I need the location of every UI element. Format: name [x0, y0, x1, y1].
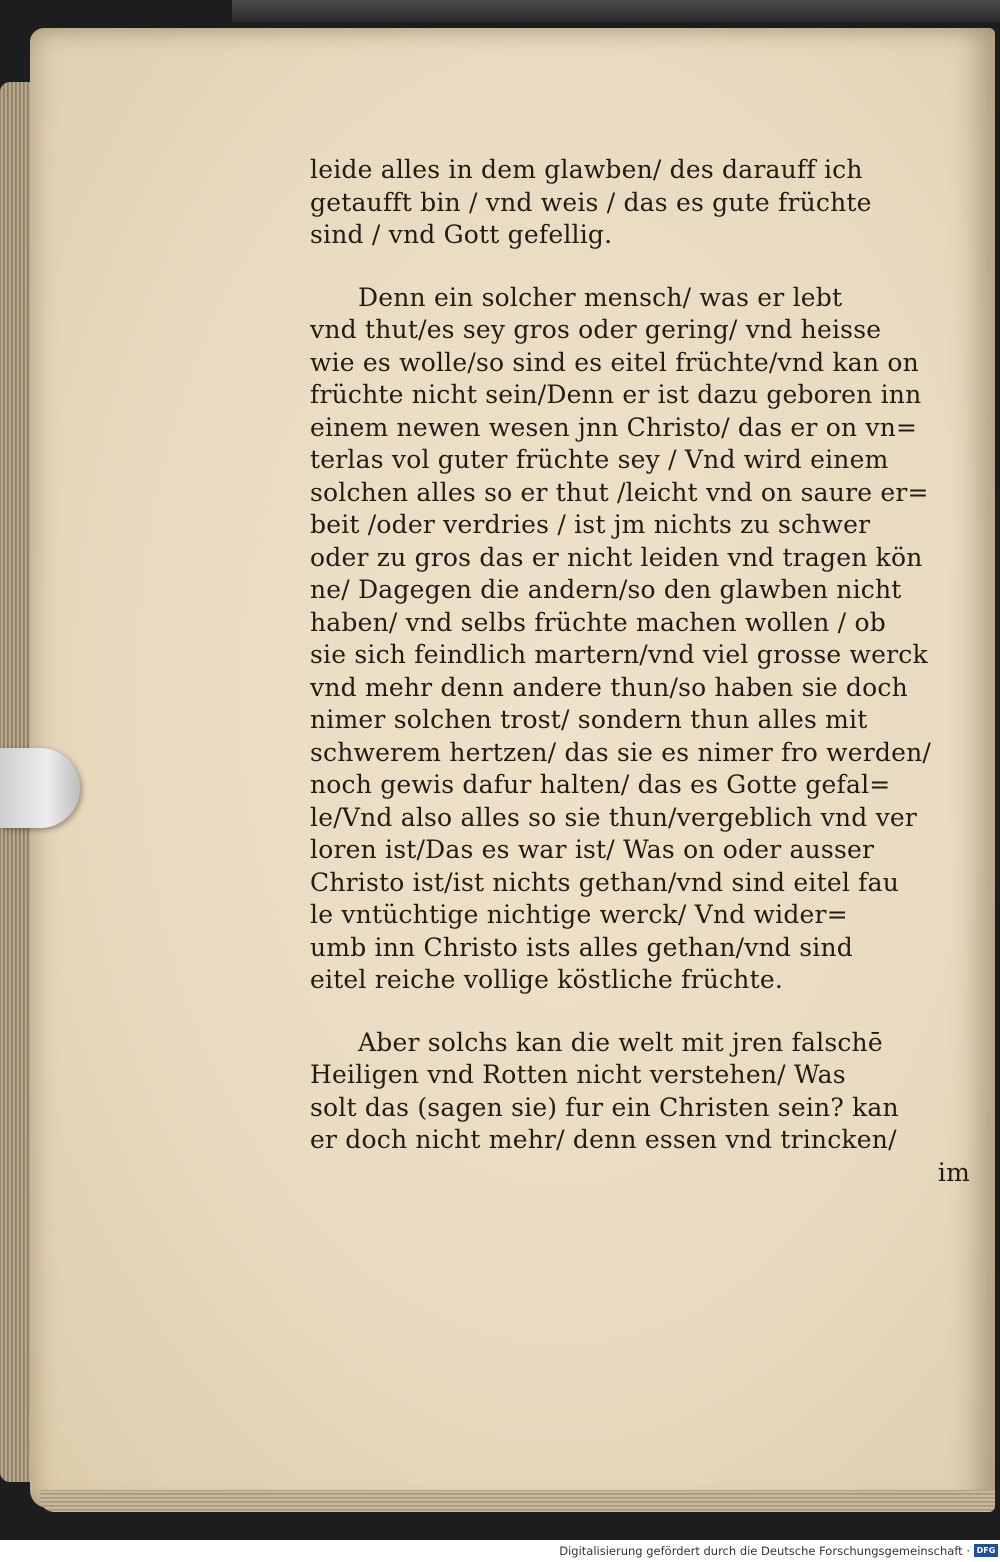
text-line: sind / vnd Gott gefellig.	[310, 220, 613, 249]
text-line: noch gewis dafur halten/ das es Gotte gefal=	[310, 770, 891, 799]
text-line: früchte nicht sein/Denn er ist dazu geboren inn	[310, 380, 922, 409]
text-line: Christo ist/ist nichts gethan/vnd sind eitel fau	[310, 867, 900, 897]
text-line: le/Vnd also alles so sie thun/vergeblich vnd ver	[310, 802, 918, 832]
text-line: Denn ein solcher mensch/ was er lebt	[358, 282, 843, 312]
text-line: solt das (sagen sie) fur ein Christen sein? kan	[310, 1092, 899, 1122]
text-line: sie sich feindlich martern/vnd viel grosse werck	[310, 640, 928, 669]
book-binding	[232, 0, 1000, 22]
text-line: loren ist/Das es war ist/ Was on oder ausser	[310, 835, 875, 864]
text-line: oder zu gros das er nicht leiden vnd tragen kön	[310, 542, 923, 572]
text-line: le vntüchtige nichtige werck/ Vnd wider=	[310, 900, 848, 929]
text-line: leide alles in dem glawben/ des darauff ich	[310, 155, 863, 184]
funding-credit: Digitalisierung gefördert durch die Deutsche Forschungsgemeinschaft ·	[559, 1544, 970, 1558]
text-line: vnd thut/es sey gros oder gering/ vnd heisse	[310, 315, 882, 344]
text-line: er doch nicht mehr/ denn essen vnd trincken/	[310, 1125, 897, 1154]
paragraph-gap	[310, 997, 970, 1027]
text-line: wie es wolle/so sind es eitel früchte/vnd kan on	[310, 347, 919, 377]
footer-bar	[0, 1540, 1000, 1561]
page-text	[310, 154, 970, 1189]
catchword: im	[937, 1157, 970, 1187]
text-line: eitel reiche vollige köstliche früchte.	[310, 965, 783, 994]
text-line: ne/ Dagegen die andern/so den glawben nicht	[310, 575, 902, 604]
text-line: terlas vol guter früchte sey / Vnd wird einem	[310, 445, 889, 474]
text-line: umb inn Christo ists alles gethan/vnd sind	[310, 932, 853, 962]
text-line: solchen alles so er thut /leicht vnd on saure er=	[310, 477, 929, 507]
text-line: vnd mehr denn andere thun/so haben sie doch	[310, 672, 908, 702]
text-line: nimer solchen trost/ sondern thun alles mit	[310, 705, 868, 734]
bookmark-tab	[0, 748, 80, 828]
paragraph-gap	[310, 252, 970, 282]
text-line: Heiligen vnd Rotten nicht verstehen/ Was	[310, 1060, 846, 1089]
text-line: schwerem hertzen/ das sie es nimer fro werden/	[310, 737, 932, 767]
text-line: einem newen wesen jnn Christo/ das er on vn=	[310, 412, 918, 442]
dfg-logo-icon: DFG	[974, 1544, 998, 1557]
page-bottom-edge	[40, 1490, 995, 1512]
text-line: beit /oder verdries / ist jm nichts zu schwer	[310, 510, 871, 539]
text-line: getaufft bin / vnd weis / das es gute früchte	[310, 187, 872, 217]
text-line: Aber solchs kan die welt mit jren falschē	[358, 1027, 883, 1057]
text-line: haben/ vnd selbs früchte machen wollen / ob	[310, 607, 886, 637]
